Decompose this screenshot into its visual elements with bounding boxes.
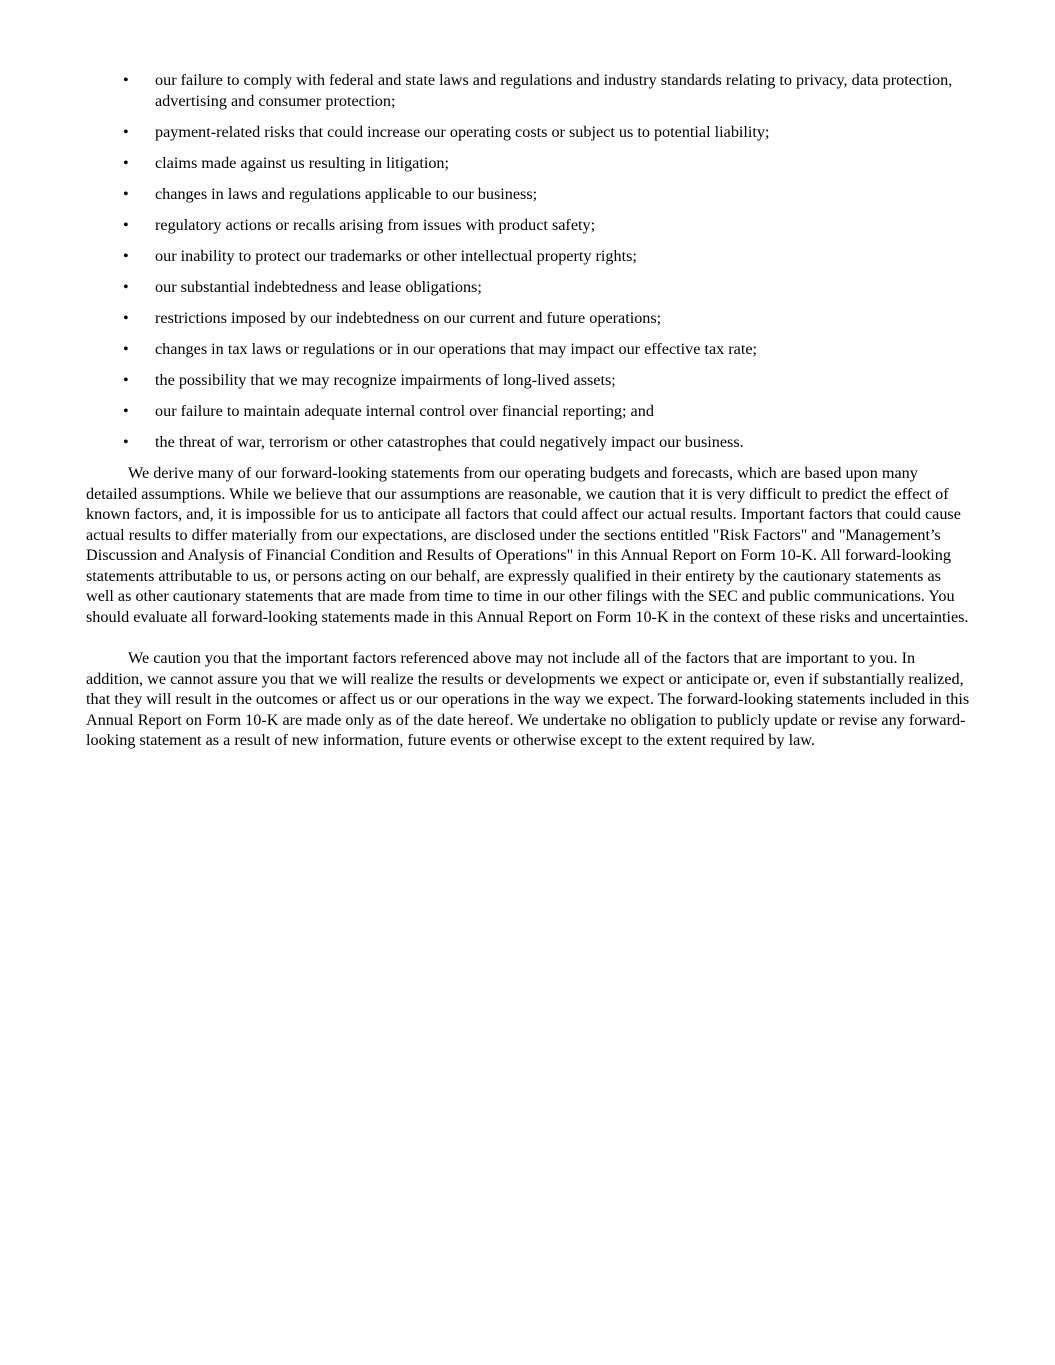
bullet-icon: • bbox=[123, 401, 129, 420]
list-item bbox=[86, 432, 972, 453]
risk-factor-list bbox=[86, 70, 972, 452]
list-item bbox=[86, 184, 972, 205]
bullet-icon: • bbox=[123, 432, 129, 451]
bullet-icon: • bbox=[123, 370, 129, 389]
list-item bbox=[86, 122, 972, 143]
list-item-text: claims made against us resulting in litigation; bbox=[155, 153, 450, 172]
list-item-text: payment-related risks that could increase our operating costs or subject us to potential liability; bbox=[155, 122, 770, 141]
list-item-text: our failure to maintain adequate internal control over financial reporting; and bbox=[155, 401, 654, 420]
bullet-icon: • bbox=[123, 246, 129, 265]
bullet-icon: • bbox=[123, 71, 129, 89]
list-item bbox=[86, 339, 972, 360]
list-item bbox=[86, 70, 972, 111]
list-item-text: the threat of war, terrorism or other catastrophes that could negatively impact our business. bbox=[155, 432, 744, 451]
bullet-icon: • bbox=[123, 122, 129, 141]
list-item-text: the possibility that we may recognize impairments of long-lived assets; bbox=[155, 370, 616, 389]
bullet-icon: • bbox=[123, 215, 129, 234]
bullet-icon: • bbox=[123, 184, 129, 203]
document-page bbox=[86, 70, 972, 751]
list-item bbox=[86, 246, 972, 267]
list-item-text: our inability to protect our trademarks or other intellectual property rights; bbox=[155, 246, 637, 265]
list-item-text: regulatory actions or recalls arising from issues with product safety; bbox=[155, 215, 596, 234]
list-item bbox=[86, 370, 972, 391]
list-item bbox=[86, 308, 972, 329]
list-item bbox=[86, 277, 972, 298]
bullet-icon: • bbox=[123, 308, 129, 327]
forward-looking-statements-paragraph: We derive many of our forward-looking statements from our operating budgets and forecasts, which are based upon many detailed assumptions. While we believe that our assumptions are reasonable, we caution that it is very difficult to predict the effect of known factors, and, it is impossible for us to anticipate all factors that could affect our actual results. Important factors that could cause actual results to differ materially from our expectations, are disclosed under the sections entitled "Risk Factors" and "Management’s Discussion and Analysis of Financial Condition and Results of Operations" in this Annual Report on Form 10-K. All forward-looking statements attributable to us, or persons acting on our behalf, are expressly qualified in their entirety by the cautionary statements as well as other cautionary statements that are made from time to time in our other filings with the SEC and public communications. You should evaluate all forward-looking statements made in this Annual Report on Form 10-K in the context of these risks and uncertainties. bbox=[86, 464, 969, 626]
bullet-icon: • bbox=[123, 153, 129, 172]
cautionary-paragraph: We caution you that the important factors referenced above may not include all of the factors that are important to you. In addition, we cannot assure you that we will realize the results or developments we expect or anticipate or, even if substantially realized, that they will result in the outcomes or affect us or our operations in the way we expect. The forward-looking statements included in this Annual Report on Form 10-K are made only as of the date hereof. We undertake no obligation to publicly update or revise any forward-looking statement as a result of new information, future events or otherwise except to the extent required by law. bbox=[86, 649, 970, 749]
list-item bbox=[86, 401, 972, 422]
list-item-text: our failure to comply with federal and state laws and regulations and industry standards relating to privacy, data protection, advertising and consumer protection; bbox=[155, 71, 953, 110]
list-item-text: changes in tax laws or regulations or in our operations that may impact our effective tax rate; bbox=[155, 339, 758, 358]
bullet-icon: • bbox=[123, 339, 129, 358]
list-item-text: restrictions imposed by our indebtedness on our current and future operations; bbox=[155, 308, 662, 327]
list-item-text: changes in laws and regulations applicable to our business; bbox=[155, 184, 538, 203]
list-item bbox=[86, 215, 972, 236]
list-item bbox=[86, 153, 972, 174]
list-item-text: our substantial indebtedness and lease obligations; bbox=[155, 277, 482, 296]
bullet-icon: • bbox=[123, 277, 129, 296]
